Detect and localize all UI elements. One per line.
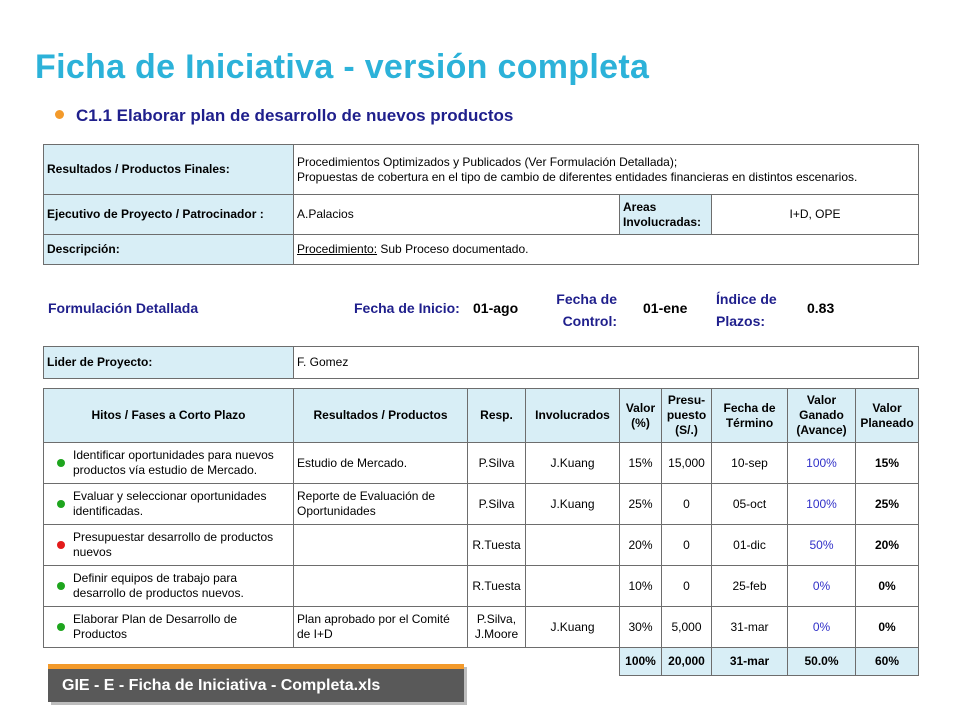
- indice-label: [716, 288, 777, 332]
- involucrados-cell: J.Kuang: [526, 607, 620, 648]
- ganado-cell: 0%: [788, 566, 856, 607]
- areas-value: I+D, OPE: [712, 195, 919, 235]
- indice-value: 0.83: [807, 300, 835, 316]
- involucrados-cell: [526, 566, 620, 607]
- planeado-cell: 15%: [856, 443, 919, 484]
- descripcion-prefix: Procedimiento:: [297, 242, 378, 256]
- ganado-cell: 50%: [788, 525, 856, 566]
- hito-cell: [44, 484, 294, 525]
- info-table: [43, 144, 919, 265]
- header-valor: Valor (%): [620, 389, 662, 443]
- indice-label-2: Plazos:: [716, 313, 766, 329]
- table-row: [44, 566, 919, 607]
- resultados-line-2: Propuestas de cobertura en el tipo de cambio de diferentes entidades financieras en distintos escenarios.: [297, 169, 858, 184]
- presupuesto-cell: 0: [662, 525, 712, 566]
- ejecutivo-value: A.Palacios: [294, 195, 620, 235]
- hito-text: Identificar oportunidades para nuevos productos vía estudio de Mercado.: [73, 448, 274, 477]
- table-row: [44, 443, 919, 484]
- fecha-cell: 10-sep: [712, 443, 788, 484]
- fecha-inicio-value: 01-ago: [473, 300, 519, 316]
- involucrados-cell: [526, 525, 620, 566]
- resp-cell: P.Silva, J.Moore: [468, 607, 526, 648]
- presupuesto-cell: 15,000: [662, 443, 712, 484]
- resultado-cell: Estudio de Mercado.: [294, 443, 468, 484]
- bullet-icon: [55, 110, 64, 119]
- hito-text: Evaluar y seleccionar oportunidades identificadas.: [73, 489, 267, 518]
- involucrados-cell: J.Kuang: [526, 443, 620, 484]
- ganado-cell: 100%: [788, 484, 856, 525]
- status-dot-icon: [57, 500, 65, 508]
- header-ganado: Valor Ganado (Avance): [788, 389, 856, 443]
- status-dot-icon: [57, 541, 65, 549]
- valor-cell: 20%: [620, 525, 662, 566]
- hito-cell: [44, 566, 294, 607]
- descripcion-text: Sub Proceso documentado.: [377, 242, 529, 256]
- descripcion-label: Descripción:: [44, 235, 294, 265]
- resultado-cell: Plan aprobado por el Comité de I+D: [294, 607, 468, 648]
- fecha-cell: 05-oct: [712, 484, 788, 525]
- resultado-cell: [294, 566, 468, 607]
- presupuesto-cell: 5,000: [662, 607, 712, 648]
- total-presupuesto: 20,000: [662, 648, 712, 676]
- table-row: [44, 484, 919, 525]
- fecha-cell: 25-feb: [712, 566, 788, 607]
- hito-text: Elaborar Plan de Desarrollo de Productos: [73, 612, 238, 641]
- valor-cell: 10%: [620, 566, 662, 607]
- header-fecha: Fecha de Término: [712, 389, 788, 443]
- ganado-cell: 0%: [788, 607, 856, 648]
- fecha-control-label-2: Control:: [562, 313, 617, 329]
- total-planeado: 60%: [856, 648, 919, 676]
- planeado-cell: 20%: [856, 525, 919, 566]
- ganado-cell: 100%: [788, 443, 856, 484]
- resp-cell: P.Silva: [468, 484, 526, 525]
- resultado-cell: Reporte de Evaluación de Oportunidades: [294, 484, 468, 525]
- total-ganado: 50.0%: [788, 648, 856, 676]
- planeado-cell: 0%: [856, 607, 919, 648]
- fecha-control-value: 01-ene: [643, 300, 688, 316]
- header-planeado: Valor Planeado: [856, 389, 919, 443]
- fecha-cell: 01-dic: [712, 525, 788, 566]
- valor-cell: 25%: [620, 484, 662, 525]
- resultados-line-1: Procedimientos Optimizados y Publicados (Ver Formulación Detallada);: [297, 154, 678, 169]
- table-row: [44, 607, 919, 648]
- indice-label-1: Índice de: [716, 291, 777, 307]
- header-hitos: Hitos / Fases a Corto Plazo: [44, 389, 294, 443]
- hito-text: Presupuestar desarrollo de productos nuevos: [73, 530, 274, 559]
- resultados-label: Resultados / Productos Finales:: [44, 145, 294, 195]
- areas-label: Areas Involucradas:: [620, 195, 712, 235]
- header-resp: Resp.: [468, 389, 526, 443]
- status-dot-icon: [57, 623, 65, 631]
- lider-value: F. Gomez: [294, 347, 919, 379]
- status-dot-icon: [57, 459, 65, 467]
- planeado-cell: 25%: [856, 484, 919, 525]
- fecha-inicio-label: Fecha de Inicio:: [354, 300, 460, 316]
- lider-label: Lider de Proyecto:: [44, 347, 294, 379]
- table-row: [44, 525, 919, 566]
- ejecutivo-label: Ejecutivo de Proyecto / Patrocinador :: [44, 195, 294, 235]
- page-title: Ficha de Iniciativa - versión completa: [35, 48, 650, 86]
- total-valor: 100%: [620, 648, 662, 676]
- resp-cell: R.Tuesta: [468, 566, 526, 607]
- hito-cell: [44, 443, 294, 484]
- fecha-control-label: [552, 288, 617, 332]
- footer-filename: GIE - E - Ficha de Iniciativa - Completa.xls: [48, 664, 464, 702]
- valor-cell: 30%: [620, 607, 662, 648]
- hito-cell: [44, 607, 294, 648]
- involucrados-cell: J.Kuang: [526, 484, 620, 525]
- lider-table: [43, 346, 919, 379]
- resp-cell: R.Tuesta: [468, 525, 526, 566]
- total-fecha: 31-mar: [712, 648, 788, 676]
- subtitle-text: C1.1 Elaborar plan de desarrollo de nuevos productos: [76, 106, 514, 125]
- resultado-cell: [294, 525, 468, 566]
- valor-cell: 15%: [620, 443, 662, 484]
- header-presupuesto: Presu-puesto (S/.): [662, 389, 712, 443]
- fecha-control-label-1: Fecha de: [556, 291, 617, 307]
- presupuesto-cell: 0: [662, 484, 712, 525]
- status-dot-icon: [57, 582, 65, 590]
- descripcion-value: [294, 235, 919, 265]
- header-involucrados: Involucrados: [526, 389, 620, 443]
- hitos-rows: [44, 443, 919, 648]
- fecha-cell: 31-mar: [712, 607, 788, 648]
- hitos-table: [43, 388, 919, 676]
- planeado-cell: 0%: [856, 566, 919, 607]
- presupuesto-cell: 0: [662, 566, 712, 607]
- header-resultados: Resultados / Productos: [294, 389, 468, 443]
- resultados-value: [294, 145, 919, 195]
- resp-cell: P.Silva: [468, 443, 526, 484]
- initiative-subtitle: [55, 106, 513, 126]
- hito-cell: [44, 525, 294, 566]
- formulacion-label: Formulación Detallada: [48, 300, 199, 316]
- hito-text: Definir equipos de trabajo para desarrollo de productos nuevos.: [73, 571, 244, 600]
